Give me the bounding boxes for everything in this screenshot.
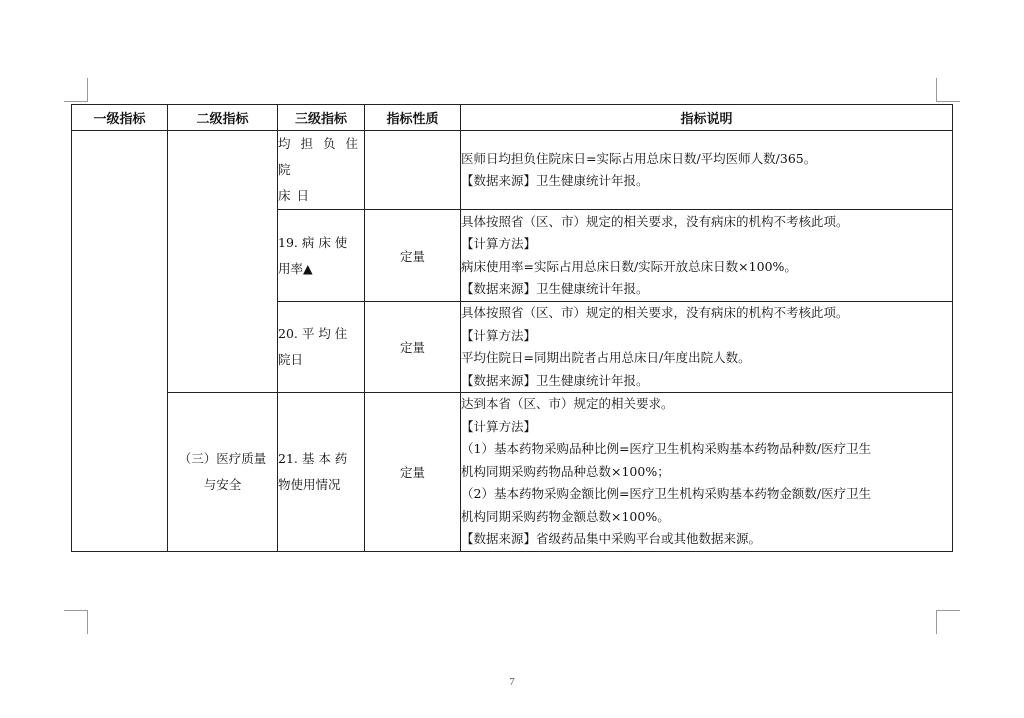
cell-description: 具体按照省（区、市）规定的相关要求，没有病床的机构不考核此项。 【计算方法】 平均住院日=同期出院者占用总床日/年度出院人数。 【数据来源】卫生健康统计年报。	[461, 302, 953, 393]
cell-nature: 定量	[365, 210, 461, 302]
crop-mark	[936, 610, 937, 634]
indicator-table	[71, 104, 953, 552]
crop-mark	[936, 78, 937, 102]
header-level1: 一级指标	[72, 105, 168, 131]
cell-level3: 20. 平 均 住 院日	[278, 302, 365, 393]
table-row	[72, 393, 953, 552]
cell-description: 医师日均担负住院床日=实际占用总床日数/平均医师人数/365。 【数据来源】卫生健康统计年报。	[461, 131, 953, 210]
cell-level3: 19. 病 床 使 用率▲	[278, 210, 365, 302]
cell-level3: 21. 基 本 药 物使用情况	[278, 393, 365, 552]
cell-nature	[365, 131, 461, 210]
crop-mark	[64, 610, 88, 611]
page-number: 7	[509, 676, 515, 688]
table-header-row	[72, 105, 953, 131]
cell-nature: 定量	[365, 393, 461, 552]
cell-description: 具体按照省（区、市）规定的相关要求，没有病床的机构不考核此项。 【计算方法】 病床使用率=实际占用总床日数/实际开放总床日数×100%。 【数据来源】卫生健康统计年报。	[461, 210, 953, 302]
cell-level2: （三）医疗质量 与安全	[168, 393, 278, 552]
crop-mark	[87, 610, 88, 634]
header-level3: 三级指标	[278, 105, 365, 131]
crop-mark	[936, 101, 960, 102]
crop-mark	[936, 610, 960, 611]
header-nature: 指标性质	[365, 105, 461, 131]
cell-level2	[168, 131, 278, 393]
cell-description: 达到本省（区、市）规定的相关要求。 【计算方法】 （1）基本药物采购品种比例=医疗卫生机构采购基本药物品种数/医疗卫生 机构同期采购药物品种总数×100%； （2）基本药物采购金额比例=医疗卫生机构采购基本药物金额数/医疗卫生 机构同期采购药物金额总数×100%。 【数据来源】省级药品集中采购平台或其他数据来源。	[461, 393, 953, 552]
crop-mark	[87, 78, 88, 102]
header-description: 指标说明	[461, 105, 953, 131]
table-row	[72, 131, 953, 210]
header-level2: 二级指标	[168, 105, 278, 131]
crop-mark	[64, 101, 88, 102]
cell-nature: 定量	[365, 302, 461, 393]
cell-level1	[72, 131, 168, 552]
cell-level3: 均担负住院 床日	[278, 131, 365, 210]
